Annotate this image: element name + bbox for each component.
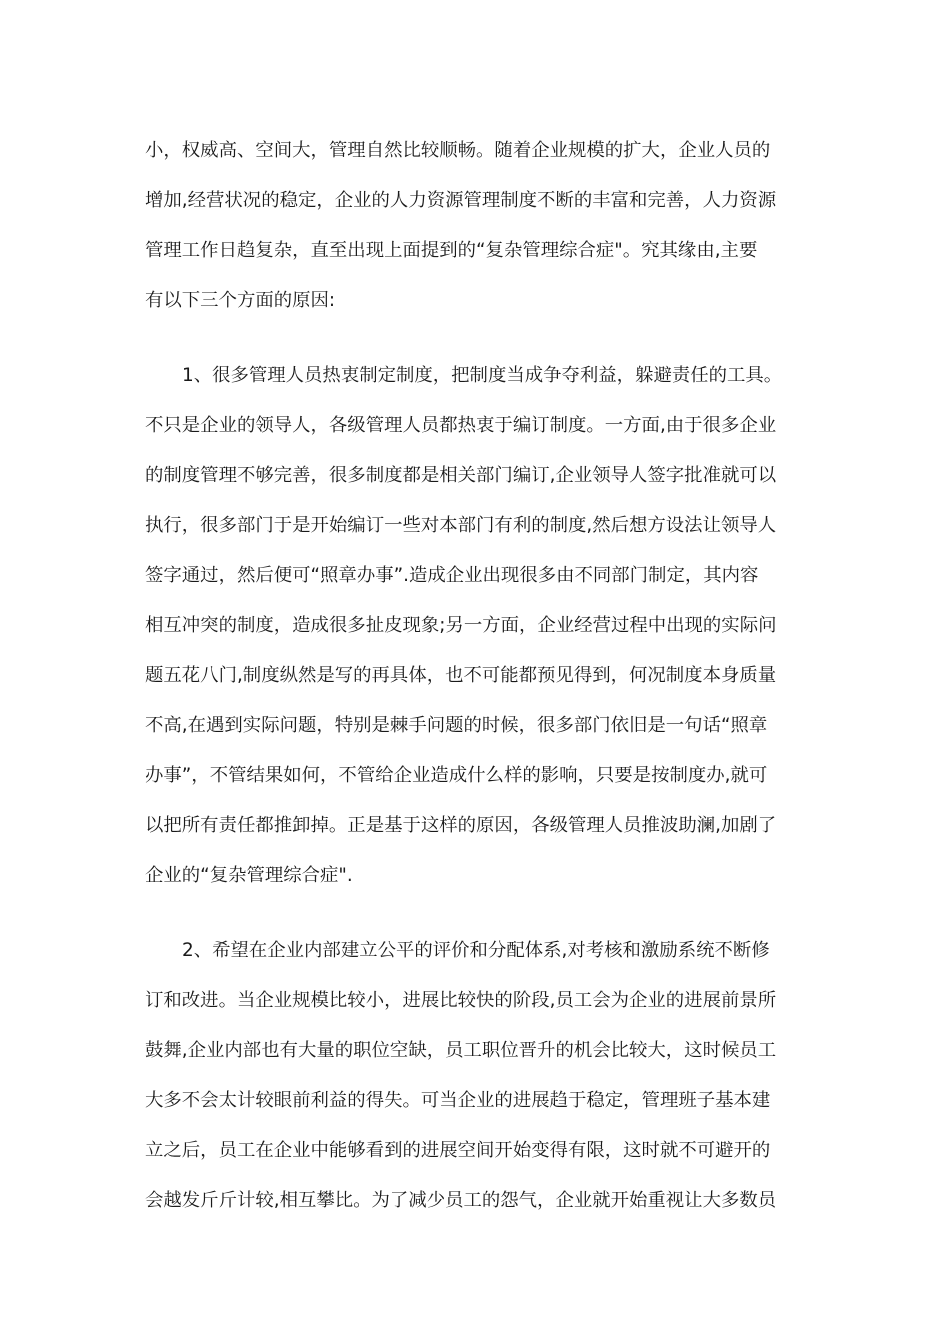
text-line: 不只是企业的领导人，各级管理人员都热衷于编订制度。一方面,由于很多企业 (145, 415, 777, 436)
text-line: 会越发斤斤计较,相互攀比。为了减少员工的怨气，企业就开始重视让大多数员 (145, 1190, 777, 1211)
text-line: 执行，很多部门于是开始编订一些对本部门有利的制度,然后想方设法让领导人 (145, 515, 777, 536)
text-line: 企业的“复杂管理综合症". (145, 865, 353, 886)
text-line: 管理工作日趋复杂，直至出现上面提到的“复杂管理综合症"。究其缘由,主要 (145, 240, 758, 261)
text-line: 的制度管理不够完善，很多制度都是相关部门编订,企业领导人签字批准就可以 (145, 465, 777, 486)
text-line: 订和改进。当企业规模比较小，进展比较快的阶段,员工会为企业的进展前景所 (145, 990, 777, 1011)
text-line: 题五花八门,制度纵然是写的再具体，也不可能都预见得到，何况制度本身质量 (145, 665, 777, 686)
text-line: 大多不会太计较眼前利益的得失。可当企业的进展趋于稳定，管理班子基本建 (145, 1090, 771, 1111)
text-line: 立之后，员工在企业中能够看到的进展空间开始变得有限，这时就不可避开的 (145, 1140, 771, 1161)
text-line: 不高,在遇到实际问题，特别是棘手问题的时候，很多部门依旧是一句话“照章 (145, 715, 768, 736)
text-line: 办事”，不管结果如何，不管给企业造成什么样的影响，只要是按制度办,就可 (145, 765, 768, 786)
text-line: 增加,经营状况的稳定，企业的人力资源管理制度不断的丰富和完善，人力资源 (145, 190, 777, 211)
text-line: 2、希望在企业内部建立公平的评价和分配体系,对考核和激励系统不断修 (182, 940, 770, 961)
text-line: 以把所有责任都推卸掉。正是基于这样的原因，各级管理人员推波助澜,加剧了 (145, 815, 777, 836)
text-line: 签字通过，然后便可“照章办事”.造成企业出现很多由不同部门制定，其内容 (145, 565, 759, 586)
text-line: 有以下三个方面的原因: (145, 290, 336, 311)
text-line: 相互冲突的制度，造成很多扯皮现象;另一方面，企业经营过程中出现的实际问 (145, 615, 777, 636)
text-line: 鼓舞,企业内部也有大量的职位空缺，员工职位晋升的机会比较大，这时候员工 (145, 1040, 777, 1061)
paragraph-reason-1 (145, 351, 805, 901)
document-body (145, 126, 805, 1226)
text-line: 小，权威高、空间大，管理自然比较顺畅。随着企业规模的扩大，企业人员的 (145, 140, 771, 161)
text-line: 1、很多管理人员热衷制定制度，把制度当成争夺利益，躲避责任的工具。 (182, 365, 783, 386)
paragraph-intro (145, 126, 805, 326)
paragraph-reason-2 (145, 926, 805, 1226)
